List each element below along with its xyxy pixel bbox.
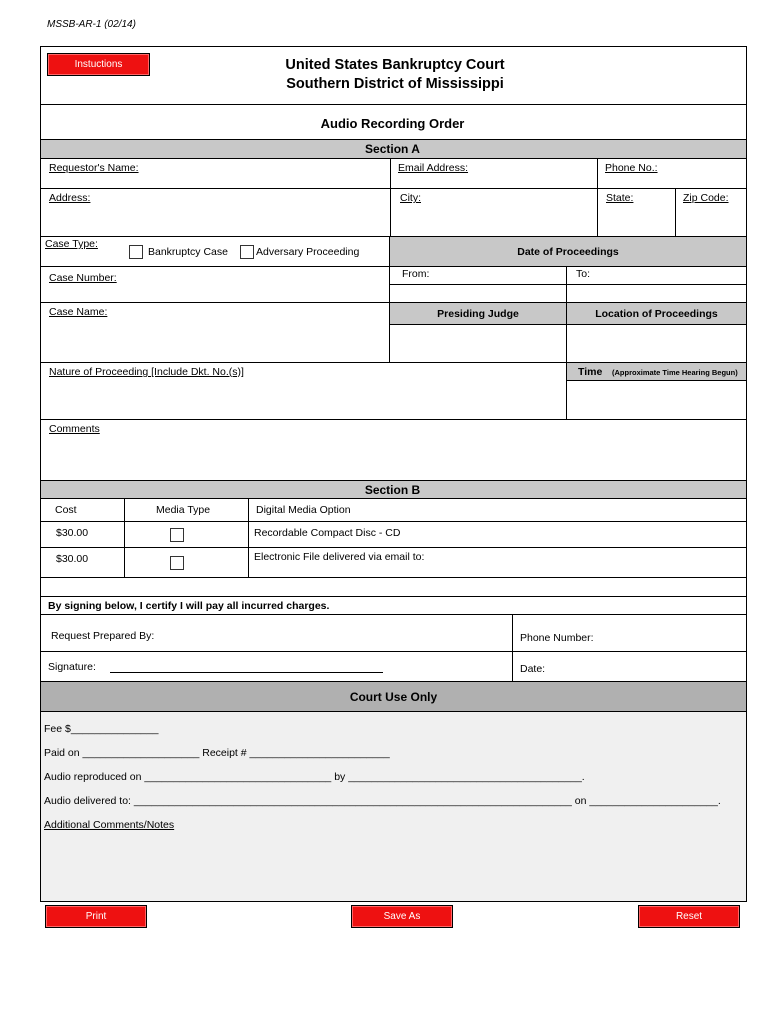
comments-label: Comments (49, 423, 100, 435)
case-name-field[interactable] (42, 320, 387, 360)
prepared-by-label: Request Prepared By: (51, 630, 155, 642)
form-title: Audio Recording Order (320, 116, 465, 131)
phone-field[interactable] (599, 174, 745, 187)
location-label: Location of Proceedings (595, 308, 718, 320)
reset-button[interactable]: Reset (638, 905, 740, 928)
address-label: Address: (49, 192, 91, 204)
additional-comments-label: Additional Comments/Notes (44, 819, 175, 831)
print-button[interactable]: Print (45, 905, 147, 928)
adversary-proceeding-checkbox[interactable] (240, 245, 254, 259)
date-of-proceedings-label: Date of Proceedings (517, 246, 619, 258)
time-label: Time (578, 366, 603, 378)
case-number-field[interactable] (120, 270, 385, 284)
cd-option-label: Recordable Compact Disc - CD (254, 527, 401, 539)
delivery-email-field[interactable] (420, 551, 745, 565)
email-field[interactable] (392, 174, 595, 187)
digital-media-option-column-header: Digital Media Option (256, 504, 351, 516)
state-field[interactable] (599, 206, 673, 234)
presiding-judge-label: Presiding Judge (437, 308, 519, 320)
address-field[interactable] (42, 206, 387, 234)
time-note: (Approximate Time Hearing Begun) (612, 368, 738, 377)
to-label: To: (576, 268, 591, 280)
adversary-proceeding-label: Adversary Proceeding (256, 246, 360, 258)
email-file-cost: $30.00 (56, 553, 89, 565)
phone-number-label: Phone Number: (520, 632, 594, 644)
phone-label: Phone No.: (605, 162, 658, 174)
state-label: State: (606, 192, 634, 204)
nature-of-proceeding-label: Nature of Proceeding [Include Dkt. No.(s)] (49, 366, 244, 378)
email-label: Email Address: (398, 162, 469, 174)
case-type-label: Case Type: (45, 238, 98, 250)
signature-label: Signature: (48, 661, 96, 673)
audio-delivered-line: Audio delivered to: ___________________________________________________________________________ on ______________________. (44, 795, 721, 807)
email-file-option-label: Electronic File delivered via email to: (254, 551, 425, 563)
certify-statement: By signing below, I certify I will pay all incurred charges. (48, 600, 330, 612)
from-field[interactable] (391, 285, 564, 302)
city-label: City: (400, 192, 421, 204)
location-field[interactable] (568, 326, 745, 360)
signature-line[interactable] (110, 672, 383, 673)
presiding-judge-field[interactable] (391, 326, 564, 360)
to-field[interactable] (568, 285, 745, 302)
form-id: MSSB-AR-1 (02/14) (47, 19, 136, 30)
section-b-title: Section B (364, 483, 421, 497)
fee-line: Fee $_______________ (44, 723, 159, 735)
comments-field[interactable] (42, 437, 745, 479)
audio-reproduced-line: Audio reproduced on ________________________________ by ________________________________________. (44, 771, 585, 783)
prepared-by-field[interactable] (160, 628, 508, 644)
from-label: From: (402, 268, 430, 280)
phone-number-field[interactable] (596, 630, 744, 646)
nature-of-proceeding-field[interactable] (42, 380, 562, 418)
court-use-title: Court Use Only (349, 690, 438, 704)
instructions-button[interactable]: Instuctions (47, 53, 150, 76)
cost-column-header: Cost (55, 504, 77, 516)
time-field[interactable] (568, 382, 745, 418)
requestor-name-field[interactable] (42, 174, 387, 187)
bankruptcy-case-checkbox[interactable] (129, 245, 143, 259)
paid-on-line: Paid on ____________________ Receipt # ________________________ (44, 747, 390, 759)
case-name-label: Case Name: (49, 306, 108, 318)
date-label: Date: (520, 663, 546, 675)
court-name: United States Bankruptcy Court (285, 57, 505, 73)
bankruptcy-case-label: Bankruptcy Case (148, 246, 228, 258)
cd-checkbox[interactable] (170, 528, 184, 542)
district-name: Southern District of Mississippi (286, 76, 504, 92)
zip-label: Zip Code: (683, 192, 729, 204)
cd-cost: $30.00 (56, 527, 89, 539)
email-file-checkbox[interactable] (170, 556, 184, 570)
date-field[interactable] (548, 660, 744, 676)
requestor-name-label: Requestor's Name: (49, 162, 139, 174)
save-as-button[interactable]: Save As (351, 905, 453, 928)
case-number-label: Case Number: (49, 272, 117, 284)
zip-field[interactable] (677, 206, 745, 234)
city-field[interactable] (392, 206, 595, 234)
media-type-column-header: Media Type (156, 504, 211, 516)
section-a-title: Section A (365, 142, 420, 156)
